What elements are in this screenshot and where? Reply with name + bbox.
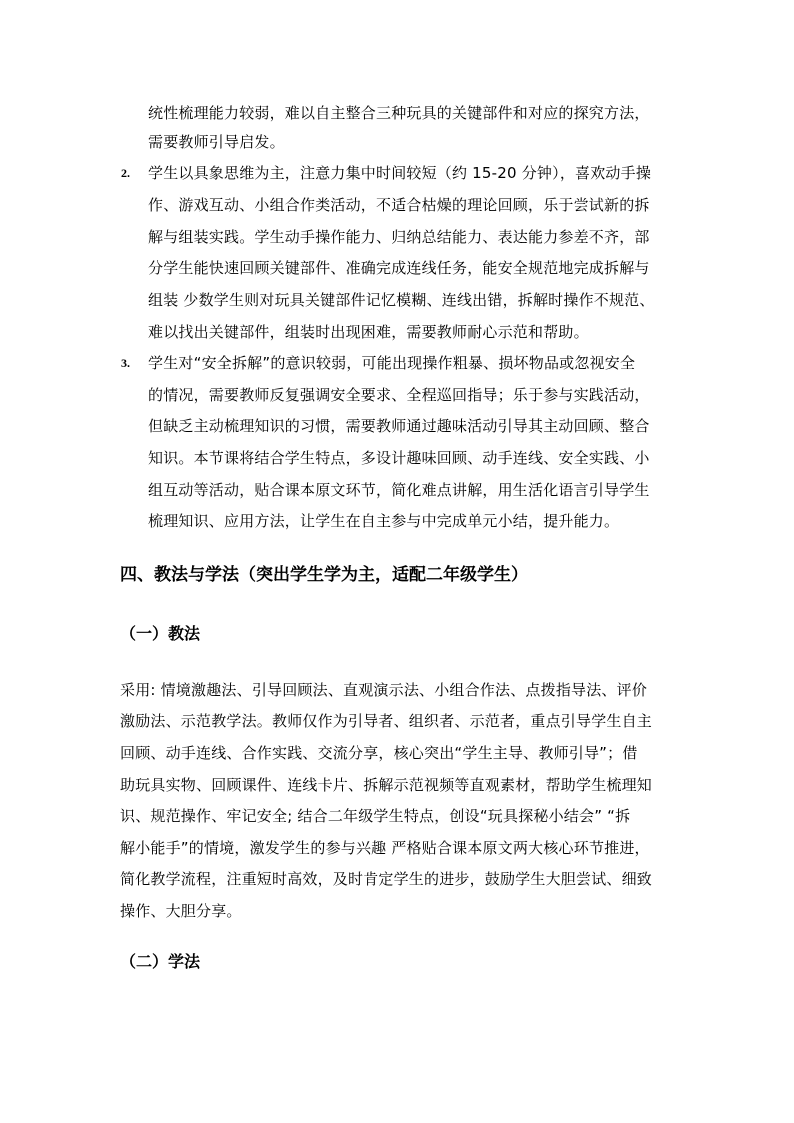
- paragraph-line: 解与组装实践。学生动手操作能力、归纳总结能力、表达能力参差不齐，部: [148, 228, 650, 246]
- paragraph-line: 需要教师引导启发。: [148, 133, 285, 151]
- paragraph-line: 组互动等活动，贴合课本原文环节，简化难点讲解，用生活化语言引导学生: [148, 481, 650, 499]
- subsection-heading: （一）教法: [120, 624, 201, 643]
- list-number: 3.: [121, 356, 130, 370]
- paragraph-line: 统性梳理能力较弱，难以自主整合三种玩具的关键部件和对应的探究方法，: [148, 104, 650, 122]
- paragraph-line: 回顾、动手连线、合作实践、交流分享，核心突出“学生主导、教师引导”；借: [120, 744, 638, 762]
- paragraph-line: 分学生能快速回顾关键部件、准确完成连线任务，能安全规范地完成拆解与: [148, 259, 650, 277]
- paragraph-line: 激励法、示范教学法。教师仅作为引导者、组织者、示范者，重点引导学生自主: [120, 712, 653, 730]
- paragraph-line: 的情况，需要教师反复强调安全要求、全程巡回指导；乐于参与实践活动，: [148, 386, 650, 404]
- paragraph-line: 难以找出关键部件，组装时出现困难，需要教师耐心示范和帮助。: [148, 323, 589, 341]
- paragraph-line: 组装 少数学生则对玩具关键部件记忆模糊、连线出错，拆解时操作不规范、: [148, 291, 655, 309]
- paragraph-line: 作、游戏互动、小组合作类活动，不适合枯燥的理论回顾，乐于尝试新的拆: [148, 196, 650, 214]
- paragraph-line: 知识。本节课将结合学生特点，多设计趣味回顾、动手连线、安全实践、小: [148, 449, 650, 467]
- paragraph-line: 简化教学流程，注重短时高效，及时肯定学生的进步，鼓励学生大胆尝试、细致: [120, 870, 653, 888]
- paragraph-line: 学生以具象思维为主，注意力集中时间较短（约 15-20 分钟），喜欢动手操: [148, 164, 652, 182]
- paragraph-line: 识、规范操作、牢记安全; 结合二年级学生特点，创设“玩具探秘小结会” “拆: [120, 807, 631, 825]
- paragraph-line: 采用: 情境激趣法、引导回顾法、直观演示法、小组合作法、点拨指导法、评价: [120, 681, 648, 699]
- list-number: 2.: [121, 166, 130, 180]
- section-heading: 四、教法与学法（突出学生学为主，适配二年级学生）: [120, 565, 528, 585]
- subsection-heading: （二）学法: [120, 952, 201, 971]
- paragraph-line: 梳理知识、应用方法，让学生在自主参与中完成单元小结，提升能力。: [148, 512, 620, 530]
- paragraph-line: 但缺乏主动梳理知识的习惯，需要教师通过趣味活动引导其主动回顾、整合: [148, 417, 650, 435]
- paragraph-line: 操作、大胆分享。: [120, 902, 242, 920]
- paragraph-line: 解小能手”的情境，激发学生的参与兴趣 严格贴合课本原文两大核心环节推进，: [120, 839, 650, 857]
- paragraph-line: 学生对“安全拆解”的意识较弱，可能出现操作粗暴、损坏物品或忽视安全: [148, 354, 636, 372]
- paragraph-line: 助玩具实物、回顾课件、连线卡片、拆解示范视频等直观素材，帮助学生梳理知: [120, 776, 653, 794]
